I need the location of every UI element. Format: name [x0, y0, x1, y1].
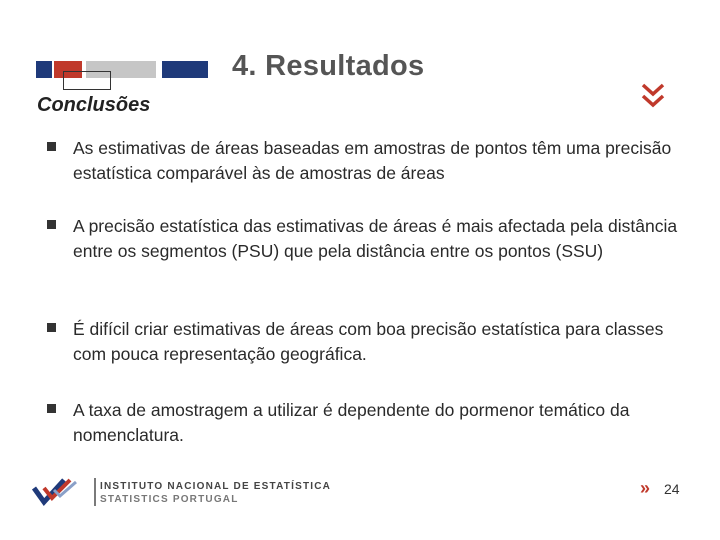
ine-logo-mark-icon	[30, 476, 80, 508]
list-item-text: A precisão estatística das estimativas de áreas é mais afectada pela distância entre os segmentos (PSU) que pela distância entre os pontos (SSU)	[73, 216, 678, 261]
page-number: 24	[664, 481, 680, 497]
square-bullet-icon	[47, 142, 56, 151]
slide-subtitle: Conclusões	[37, 94, 151, 116]
page-arrow-icon: »	[640, 478, 651, 498]
square-bullet-icon	[47, 323, 56, 332]
ine-logo	[22, 474, 338, 510]
header-outline-box	[63, 71, 111, 90]
header-bar-blue	[162, 61, 208, 78]
list-item-text: As estimativas de áreas baseadas em amostras de pontos têm uma precisão estatística comparável às de amostras de áreas	[73, 138, 672, 183]
double-chevron-down-icon	[640, 80, 666, 112]
list-item	[45, 214, 695, 264]
logo-text-line1: INSTITUTO NACIONAL DE ESTATÍSTICA	[100, 481, 332, 492]
list-item	[45, 398, 695, 448]
square-bullet-icon	[47, 220, 56, 229]
logo-divider	[94, 478, 96, 506]
logo-text-line2: STATISTICS PORTUGAL	[100, 494, 239, 505]
list-item	[45, 317, 695, 367]
list-item	[45, 136, 695, 186]
header-bar-blue-small	[36, 61, 52, 78]
list-item-text: A taxa de amostragem a utilizar é dependente do pormenor temático da nomenclatura.	[73, 400, 630, 445]
slide-title: 4. Resultados	[232, 50, 425, 82]
square-bullet-icon	[47, 404, 56, 413]
list-item-text: É difícil criar estimativas de áreas com boa precisão estatística para classes com pouca representação geográfica.	[73, 319, 664, 364]
